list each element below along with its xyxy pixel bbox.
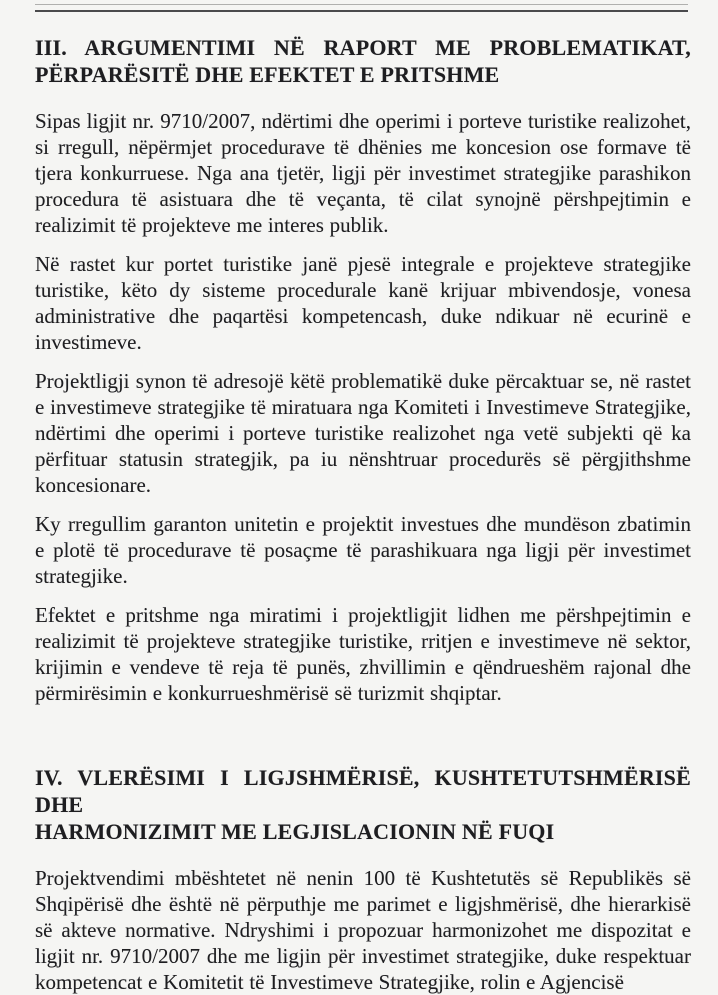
paragraph: Projektvendimi mbështetet në nenin 100 të Kushtetutës së Republikës së Shqipërisë dhe është në përputhje me parimet e ligjshmërisë, dhe hierarkisë së akteve normative. Ndryshimi i propozuar harmonizohet me dispozitat e ligjit nr. 9710/2007 dhe me ligjin për investimet strategjike, duke respektuar kompetencat e Komitetit të Investimeve Strategjike, rolin e Agjencisë (35, 866, 691, 994)
paragraph: Sipas ligjit nr. 9710/2007, ndërtimi dhe operimi i porteve turistike realizohet, si rregull, nëpërmjet procedurave të dhënies me koncesion ose formave të tjera konkurruese. Nga ana tjetër, ligji për investimet strategjike parashikon procedura të asistuara dhe të veçanta, të cilat synojnë përshpejtimin e realizimit të projekteve me interes publik. (35, 109, 691, 237)
section-iv (35, 764, 691, 995)
heading-line: HARMONIZIMIT ME LEGJISLACIONIN NË FUQI (35, 819, 555, 844)
heading-line: PËRPARËSITË DHE EFEKTET E PRITSHME (35, 62, 500, 87)
paragraph: Projektligji synon të adresojë këtë problematikë duke përcaktuar se, në rastet e investimeve strategjike të miratuara nga Komiteti i Investimeve Strategjike, ndërtimi dhe operimi i porteve turistike realizohet nga vetë subjekti që ka përfituar statusin strategjik, pa iu nënshtruar procedurës së përgjithshme koncesionare. (35, 369, 691, 497)
paragraph: Ky rregullim garanton unitetin e projektit investues dhe mundëson zbatimin e plotë të procedurave të posaçme të parashikuara nga ligji për investimet strategjike. (35, 512, 691, 588)
page-top-rule (35, 4, 688, 12)
section-iii (35, 34, 691, 706)
section-iii-heading (35, 34, 691, 88)
document-body (35, 34, 691, 995)
section-iv-heading (35, 764, 691, 845)
paragraph: Efektet e pritshme nga miratimi i projektligjit lidhen me përshpejtimin e realizimit të projekteve strategjike turistike, rritjen e investimeve në sektor, krijimin e vendeve të reja të punës, zhvillimin e qëndrueshëm rajonal dhe përmirësimin e konkurrueshmërisë së turizmit shqiptar. (35, 603, 691, 705)
heading-line: IV. VLERËSIMI I LIGJSHMËRISË, KUSHTETUTSHMËRISË DHE (35, 765, 691, 817)
paragraph: Në rastet kur portet turistike janë pjesë integrale e projekteve strategjike turistike, këto dy sisteme procedurale kanë krijuar mbivendosje, vonesa administrative dhe paqartësi kompetencash, duke ndikuar në ecurinë e investimeve. (35, 252, 691, 354)
heading-line: III. ARGUMENTIMI NË RAPORT ME PROBLEMATIKAT, (35, 35, 691, 60)
